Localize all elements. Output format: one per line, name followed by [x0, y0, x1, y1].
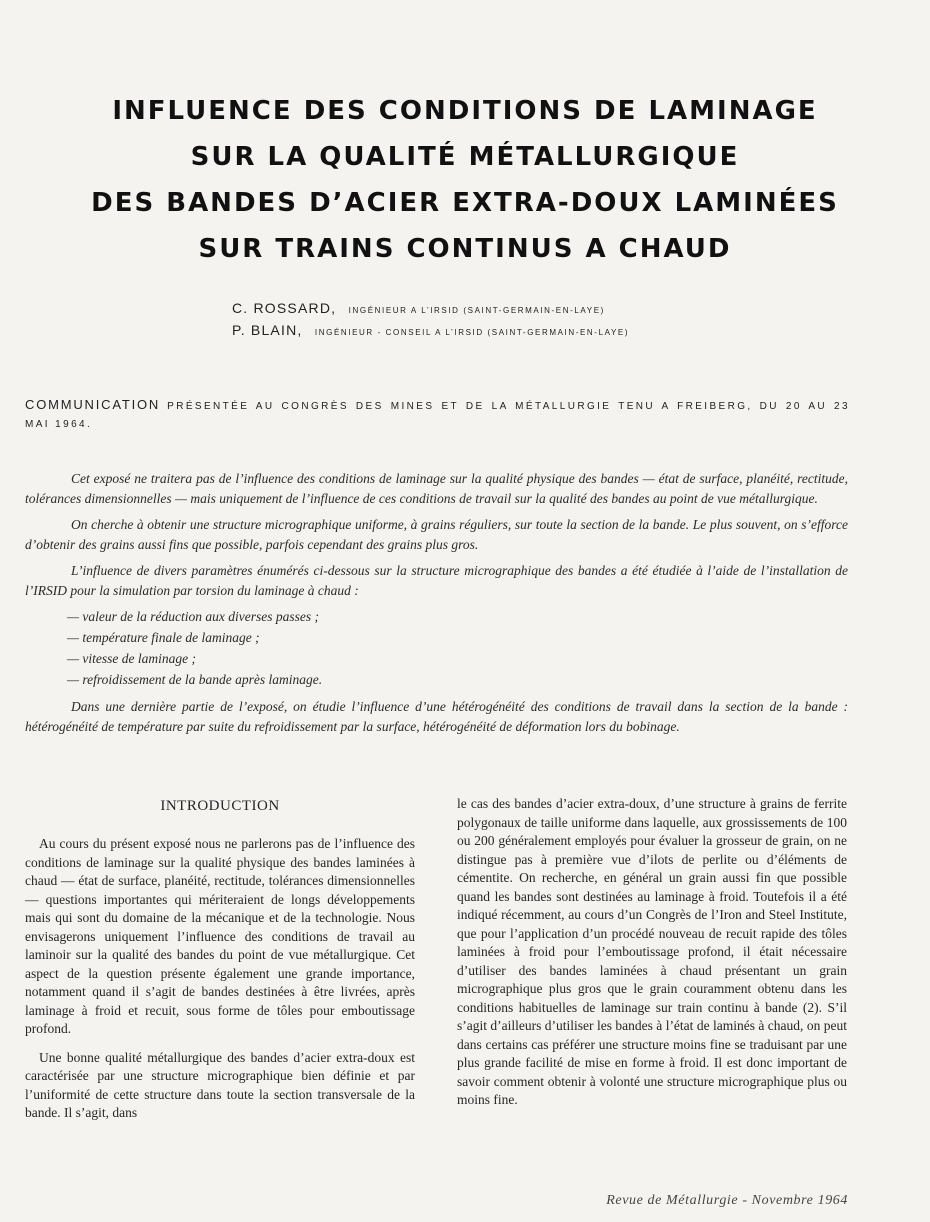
abstract-paragraph: Cet exposé ne traitera pas de l’influence des conditions de laminage sur la qualité physique des bandes — état de surface, planéité, rectitude, tolérances dimensionnelles — mais uniquement de l’influence de ces conditions de travail sur la qualité des bandes au point de vue métallurgique.	[25, 471, 848, 506]
title-line: SUR LA QUALITÉ MÉTALLURGIQUE	[190, 142, 740, 172]
author-line	[232, 300, 629, 322]
abstract-paragraph: L’influence de divers paramètres énumérés ci-dessous sur la structure micrographique des bandes a été étudiée à l’aide de l’installation de l’IRSID pour la simulation par torsion du laminage à chaud :	[25, 563, 848, 598]
body-paragraph: Une bonne qualité métallurgique des bandes d’acier extra-doux est caractérisée par une structure micrographique bien définie et par l’uniformité de cette structure dans toute la section transversale de la bande. Il s’agit, dans	[25, 1049, 415, 1120]
list-item: — valeur de la réduction aux diverses passes ;	[67, 609, 319, 624]
list-item: — température finale de laminage ;	[67, 630, 260, 645]
communication-note	[25, 396, 850, 434]
right-column	[457, 795, 847, 1120]
abstract-paragraph: Dans une dernière partie de l’exposé, on étudie l’influence d’une hétérogénéité des conditions de travail dans la section de la bande : hétérogénéité de température par suite du refroidissement par la surface, hétérogénéité de déformation lors du bobinage.	[25, 699, 848, 734]
author-name: P. BLAIN,	[232, 322, 303, 338]
section-heading: INTRODUCTION	[160, 798, 280, 814]
abstract	[25, 469, 848, 743]
author-line	[232, 322, 629, 344]
list-item: — refroidissement de la bande après laminage.	[67, 672, 323, 687]
title-line: SUR TRAINS CONTINUS A CHAUD	[198, 234, 732, 264]
author-affiliation: INGÉNIEUR - CONSEIL A L’IRSID (SAINT-GERMAIN-EN-LAYE)	[314, 328, 630, 337]
left-column	[25, 795, 415, 1133]
journal-footer: Revue de Métallurgie - Novembre 1964	[606, 1193, 848, 1208]
article-title	[30, 88, 900, 272]
body-paragraph: le cas des bandes d’acier extra-doux, d’une structure à grains de ferrite polygonaux de taille uniforme dans laquelle, aux grossissements de 100 ou 200 généralement employés pour évaluer la grosseur de grain, on ne distingue pas à première vue d’ilots de perlite ou d’éléments de cémentite. On recherche, en général un grain aussi fin que possible quand les bandes sont destinées au laminage à froid. Toutefois il a été indiqué récemment, au cours d’un Congrès de l’Iron and Steel Institute, que pour l’application d’un procédé nouveau de recuit rapide des tôles laminées à froid pour l’emboutissage profond, il était nécessaire d’utiliser des bandes laminées à chaud présentant un grain micrographique plus gros que le grain couramment obtenu dans les conditions habituelles de laminage sur train continu à bande (2). S’il s’agit d’ailleurs d’utiliser les bandes à l’état de laminés à chaud, on peut dans certains cas préférer une structure moins fine se traduisant par une plus grande facilité de mise en forme à froid. Il est donc important de savoir comment obtenir à volonté une structure micrographique plus ou moins fine.	[457, 796, 847, 1107]
body-paragraph: Au cours du présent exposé nous ne parlerons pas de l’influence des conditions de laminage sur la qualité physique des bandes laminées à chaud — état de surface, planéité, rectitude, tolérances dimensionnelles — questions importantes qui mériteraient de longs développements mais qui sont du domaine de la mécanique et de la technologie. Nous envisagerons uniquement l’influence des conditions de travail au laminoir sur la qualité des bandes du point de vue métallurgique. Cet aspect de la question présente également une grande importance, notamment quand il s’agit de bandes destinées à être livrées, après laminage à froid et recuit, sous forme de tôles pour emboutissage profond.	[25, 836, 415, 1036]
author-block	[232, 300, 629, 344]
title-line: INFLUENCE DES CONDITIONS DE LAMINAGE	[112, 96, 818, 126]
abstract-paragraph: On cherche à obtenir une structure micrographique uniforme, à grains réguliers, sur toute la section de la bande. Le plus souvent, on s’efforce d’obtenir des grains aussi fins que possible, parfois cependant des grains plus gros.	[25, 517, 848, 552]
communication-text: PRÉSENTÉE AU CONGRÈS DES MINES ET DE LA MÉTALLURGIE TENU A FREIBERG, DU 20 AU 23 MAI 1964.	[25, 401, 850, 430]
author-name: C. ROSSARD,	[232, 300, 337, 316]
list-item: — vitesse de laminage ;	[67, 651, 196, 666]
communication-lead: COMMUNICATION	[25, 397, 161, 412]
parameter-list	[25, 607, 848, 691]
author-affiliation: INGÉNIEUR A L’IRSID (SAINT-GERMAIN-EN-LAYE)	[348, 306, 605, 315]
title-line: DES BANDES D’ACIER EXTRA-DOUX LAMINÉES	[91, 188, 839, 218]
